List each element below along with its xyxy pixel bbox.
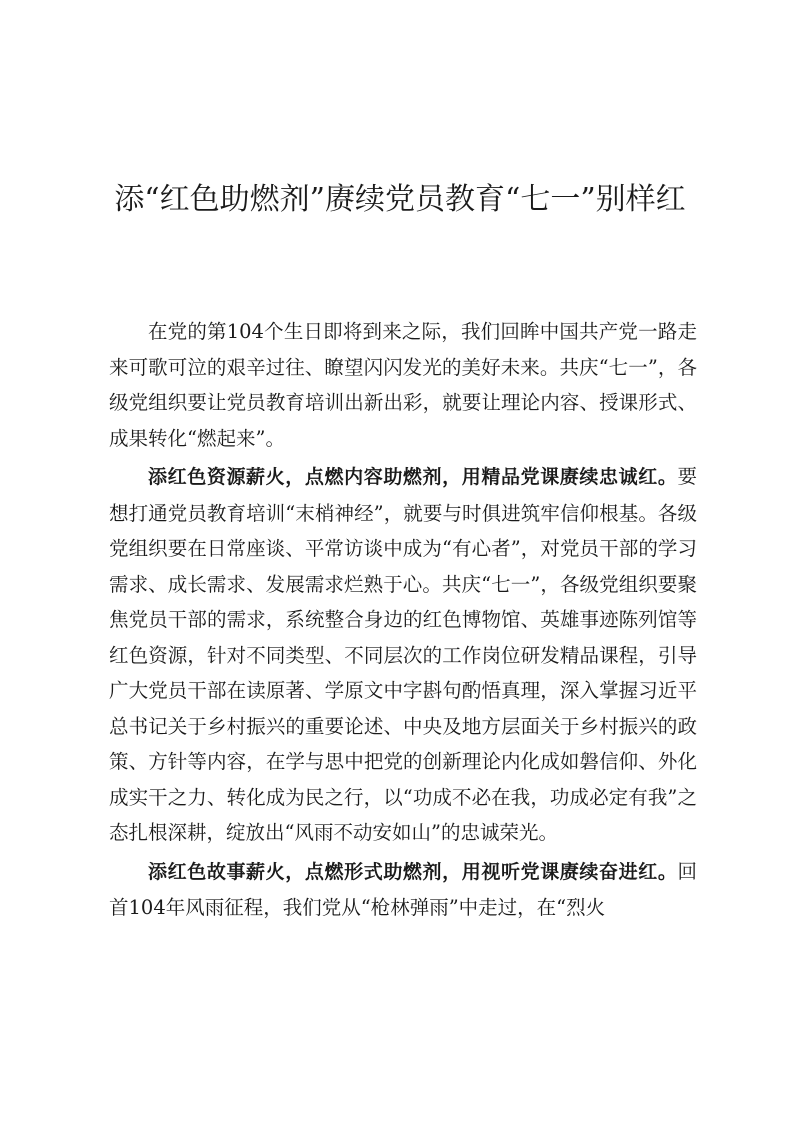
paragraph-form-section [109, 854, 697, 926]
paragraph-text: 在党的第104个生日即将到来之际，我们回眸中国共产党一路走来可歌可泣的艰辛过往、瞭望闪闪发光的美好未来。共庆“七一”，各级党组织要让党员教育培训出新出彩，就要让理论内容、授课形式、成果转化“燃起来”。 [109, 320, 697, 450]
paragraph-lead: 添红色资源薪火，点燃内容助燃剂，用精品党课赓续忠诚红。 [148, 466, 678, 488]
document-body [109, 314, 697, 929]
paragraph-lead: 添红色故事薪火，点燃形式助燃剂，用视听党课赓续奋进红。 [148, 860, 678, 883]
paragraph-intro [109, 314, 697, 456]
paragraph-content-section [109, 459, 697, 851]
document-title: 添“红色助燃剂”赓续党员教育“七一”别样红 [114, 182, 686, 217]
paragraph-text: 回首104年风雨征程，我们党从“枪林弹雨”中走过，在“烈火 [109, 859, 697, 919]
paragraph-text: 要想打通党员教育培训“末梢神经”，就要与时俱进筑牢信仰根基。各级党组织要在日常座谈、平常访谈中成为“有心者”，对党员干部的学习需求、成长需求、发展需求烂熟于心。共庆“七一”，各级党组织要聚焦党员干部的需求，系统整合身边的红色博物馆、英雄事迹陈列馆等红色资源，针对不同类型、不同层次的工作岗位研发精品课程，引导广大党员干部在读原著、学原文中字斟句酌悟真理，深入掌握习近平总书记关于乡村振兴的重要论述、中央及地方层面关于乡村振兴的政策、方针等内容，在学与思中把党的创新理论内化成如磐信仰、外化成实干之力、转化成为民之行，以“功成不必在我，功成必定有我”之态扎根深耕，绽放出“风雨不动安如山”的忠诚荣光。 [109, 465, 697, 844]
